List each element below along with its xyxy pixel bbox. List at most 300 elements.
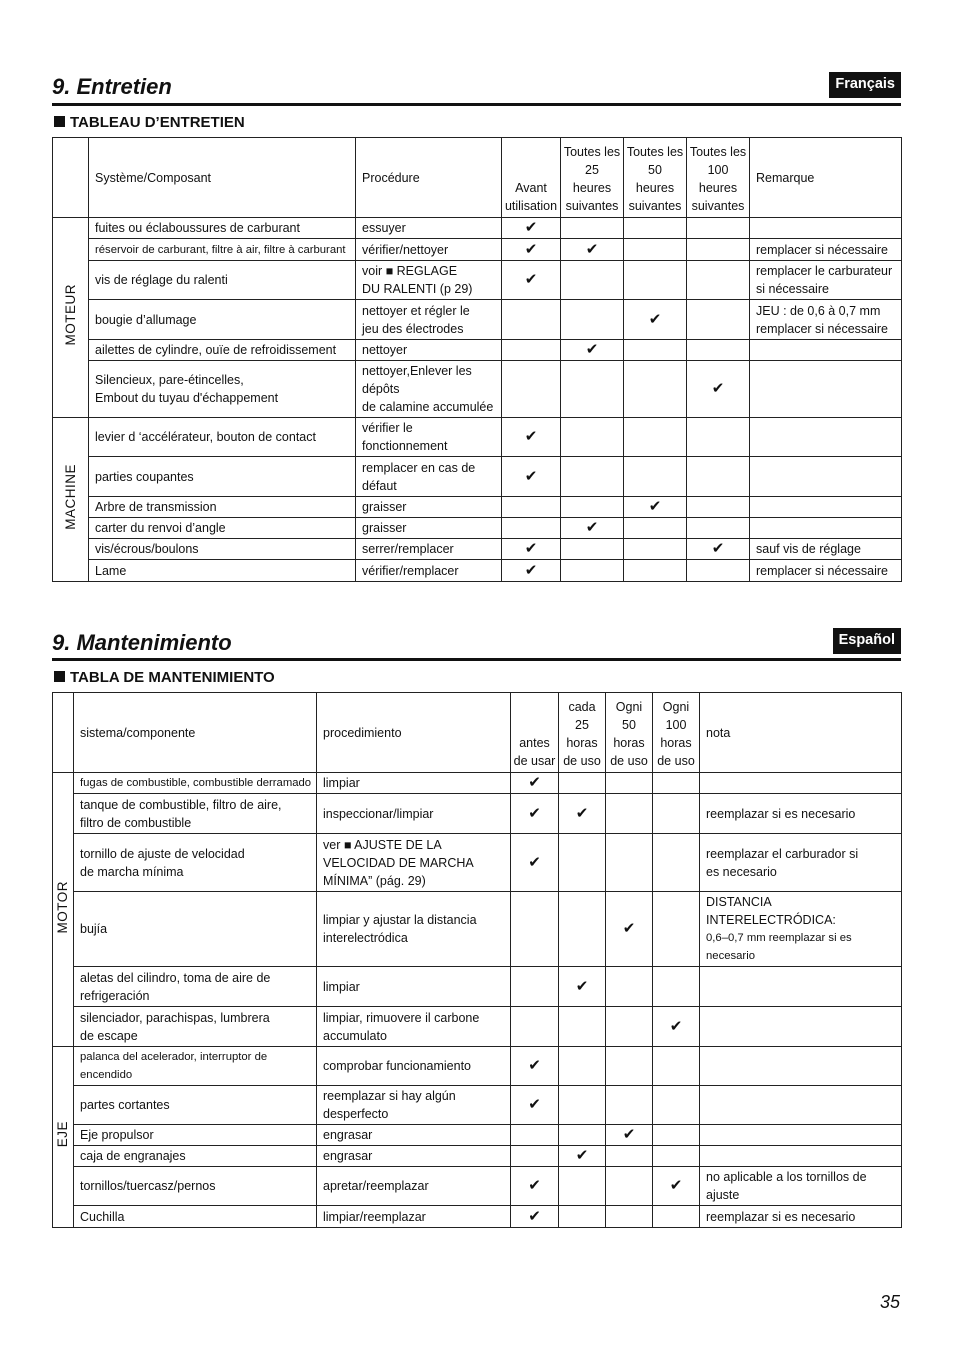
header-note: nota xyxy=(700,693,902,773)
component-cell xyxy=(89,261,356,300)
cell-text-line: Silencieux, pare-étincelles, xyxy=(95,373,244,387)
interval-cell xyxy=(559,1007,606,1047)
component-cell xyxy=(89,340,356,361)
component-cell xyxy=(74,1146,317,1167)
interval-cell xyxy=(561,300,624,340)
table-row xyxy=(53,1206,902,1228)
cell-text-line: remplacer le carburateur xyxy=(756,264,893,278)
procedure-cell xyxy=(317,1167,511,1206)
interval-cell xyxy=(653,794,700,834)
cell-text-line: DU RALENTI (p 29) xyxy=(362,282,473,296)
interval-cell xyxy=(559,967,606,1007)
cell-text-line: es necesario xyxy=(706,864,777,879)
check-mark-icon: ✔ xyxy=(524,271,538,288)
cell-text-line: nettoyer et régler le xyxy=(362,303,470,318)
header-note: Remarque xyxy=(750,138,902,218)
cell-text-line: tanque de combustible, filtro de aire, xyxy=(80,797,282,812)
procedure-cell xyxy=(356,340,502,361)
interval-cell xyxy=(559,1167,606,1206)
interval-cell xyxy=(561,497,624,518)
cell-text-line: levier d ‘accélérateur, bouton de contact xyxy=(95,430,316,444)
component-cell xyxy=(74,1086,317,1125)
table-row xyxy=(53,418,902,457)
interval-cell xyxy=(511,1047,559,1086)
cell-text-line: palanca del acelerador, interruptor de encendido xyxy=(80,1051,268,1081)
interval-cell xyxy=(653,773,700,794)
cell-text-line: réservoir de carburant, filtre à air, filtre à carburant xyxy=(95,243,346,256)
cell-text-line: de marcha mínima xyxy=(80,864,184,879)
check-mark-icon: ✔ xyxy=(528,853,541,871)
table-row xyxy=(53,834,902,892)
table-row xyxy=(53,300,902,340)
component-cell xyxy=(74,892,317,967)
procedure-cell xyxy=(356,457,502,497)
table-row xyxy=(53,1086,902,1125)
check-mark-icon: ✔ xyxy=(528,1096,541,1113)
note-cell xyxy=(750,218,902,239)
language-badge: Français xyxy=(829,72,901,98)
procedure-cell xyxy=(317,1125,511,1146)
cell-text-line: Avant xyxy=(515,181,547,195)
cell-text-line: Cuchilla xyxy=(80,1209,125,1224)
check-mark-icon: ✔ xyxy=(711,540,725,557)
cell-text-line: heures xyxy=(572,181,612,195)
interval-cell xyxy=(606,834,653,892)
check-mark-icon: ✔ xyxy=(524,467,538,485)
note-cell xyxy=(750,361,902,418)
procedure-cell xyxy=(317,1007,511,1047)
component-cell xyxy=(89,218,356,239)
check-mark-icon: ✔ xyxy=(528,804,541,822)
check-mark-icon: ✔ xyxy=(711,380,725,397)
interval-cell xyxy=(502,497,561,518)
cell-text-line: comprobar funcionamiento xyxy=(323,1059,471,1073)
interval-cell xyxy=(511,794,559,834)
interval-cell xyxy=(511,1086,559,1125)
cell-text-line: de calamine accumulée xyxy=(362,400,494,414)
cell-text-line: 50 xyxy=(622,718,636,732)
check-mark-icon: ✔ xyxy=(669,1017,683,1035)
interval-cell xyxy=(502,218,561,239)
interval-cell xyxy=(687,560,750,582)
square-bullet-icon xyxy=(54,671,65,682)
cell-text-line: accumulato xyxy=(323,1028,387,1043)
interval-cell xyxy=(687,218,750,239)
interval-cell xyxy=(559,892,606,967)
interval-cell xyxy=(687,239,750,261)
procedure-cell xyxy=(356,418,502,457)
cell-text-line: interelectródica xyxy=(323,931,408,945)
interval-cell xyxy=(559,1146,606,1167)
note-cell xyxy=(700,1167,902,1206)
check-mark-icon: ✔ xyxy=(669,1177,683,1194)
procedure-cell xyxy=(317,794,511,834)
check-mark-icon: ✔ xyxy=(648,310,662,328)
component-cell xyxy=(74,1125,317,1146)
interval-cell xyxy=(624,560,687,582)
table-row xyxy=(53,773,902,794)
table-subtitle-text: TABLEAU D’ENTRETIEN xyxy=(70,114,245,131)
interval-cell xyxy=(502,340,561,361)
note-cell xyxy=(700,794,902,834)
interval-cell xyxy=(624,457,687,497)
cell-text-line: Toutes les xyxy=(689,145,747,159)
interval-cell xyxy=(502,361,561,418)
interval-cell xyxy=(502,300,561,340)
interval-cell xyxy=(502,457,561,497)
component-cell xyxy=(89,539,356,560)
cell-text-line: 0,6–0,7 mm reemplazar si es necesario xyxy=(706,932,852,962)
table-row xyxy=(53,1047,902,1086)
interval-cell xyxy=(687,539,750,560)
interval-cell xyxy=(687,340,750,361)
interval-cell xyxy=(624,239,687,261)
header-h25 xyxy=(561,138,624,218)
table-row xyxy=(53,1007,902,1047)
procedure-cell xyxy=(317,967,511,1007)
cell-text-line: suivantes xyxy=(691,199,745,213)
note-cell xyxy=(750,457,902,497)
table-row xyxy=(53,457,902,497)
check-mark-icon: ✔ xyxy=(585,341,599,358)
group-label-motor xyxy=(53,773,74,1047)
interval-cell xyxy=(653,892,700,967)
interval-cell xyxy=(624,418,687,457)
interval-cell xyxy=(687,518,750,539)
table-row xyxy=(53,892,902,967)
cell-text-line: Ogni xyxy=(662,700,690,714)
table-row xyxy=(53,340,902,361)
interval-cell xyxy=(624,218,687,239)
procedure-cell xyxy=(317,773,511,794)
cell-text-line: serrer/remplacer xyxy=(362,542,454,556)
cell-text-line: 100 xyxy=(707,163,729,177)
cell-text-line: heures xyxy=(635,181,675,195)
component-cell xyxy=(89,361,356,418)
interval-cell xyxy=(511,1167,559,1206)
procedure-cell xyxy=(356,361,502,418)
check-mark-icon: ✔ xyxy=(575,804,589,822)
interval-cell xyxy=(624,300,687,340)
cell-text-line: apretar/reemplazar xyxy=(323,1179,429,1193)
interval-cell xyxy=(687,261,750,300)
check-mark-icon: ✔ xyxy=(524,428,538,445)
component-cell xyxy=(89,497,356,518)
cell-text-line: Lame xyxy=(95,563,127,578)
maintenance-table xyxy=(52,692,902,1228)
note-cell xyxy=(700,773,902,794)
table-row xyxy=(53,1125,902,1146)
cell-text-line: bougie d’allumage xyxy=(95,312,197,327)
section-spanish xyxy=(52,625,901,1225)
check-mark-icon: ✔ xyxy=(575,977,589,995)
language-badge: Español xyxy=(833,628,901,654)
interval-cell xyxy=(502,418,561,457)
cell-text-line: de usar xyxy=(513,754,556,768)
cell-text-line: horas xyxy=(660,736,692,750)
interval-cell xyxy=(561,218,624,239)
cell-text-line: silenciador, parachispas, lumbrera xyxy=(80,1010,270,1025)
cell-text-line: limpiar y ajustar la distancia xyxy=(323,913,477,927)
cell-text-line: VELOCIDAD DE MARCHA xyxy=(323,855,474,870)
interval-cell xyxy=(502,560,561,582)
interval-cell xyxy=(561,518,624,539)
procedure-cell xyxy=(317,1086,511,1125)
component-cell xyxy=(89,300,356,340)
interval-cell xyxy=(606,1047,653,1086)
interval-cell xyxy=(606,1125,653,1146)
note-cell xyxy=(750,539,902,560)
interval-cell xyxy=(561,340,624,361)
table-row xyxy=(53,1167,902,1206)
cell-text-line: Toutes les xyxy=(626,145,684,159)
check-mark-icon: ✔ xyxy=(575,1147,589,1164)
header-h100 xyxy=(653,693,700,773)
note-cell xyxy=(700,1125,902,1146)
interval-cell xyxy=(606,1167,653,1206)
interval-cell xyxy=(511,834,559,892)
cell-text-line: ailettes de cylindre, ouïe de refroidissement xyxy=(95,343,337,357)
interval-cell xyxy=(561,539,624,560)
interval-cell xyxy=(624,518,687,539)
header-group-cell xyxy=(53,138,89,218)
cell-text-line: engrasar xyxy=(323,1149,373,1163)
component-cell xyxy=(74,1047,317,1086)
cell-text-line: fugas de combustible, combustible derramado xyxy=(80,777,312,789)
note-cell xyxy=(700,1146,902,1167)
interval-cell xyxy=(559,834,606,892)
page-number: 35 xyxy=(879,1292,900,1312)
cell-text-line: remplacer si nécessaire xyxy=(756,242,888,257)
cell-text-line: limpiar, rimuovere il carbone xyxy=(323,1010,480,1025)
table-row xyxy=(53,497,902,518)
cell-text-line: refrigeración xyxy=(80,988,150,1003)
procedure-cell xyxy=(356,261,502,300)
maintenance-table xyxy=(52,137,902,582)
component-cell xyxy=(74,834,317,892)
title-rule xyxy=(52,103,901,106)
table-row xyxy=(53,218,902,239)
note-cell xyxy=(750,518,902,539)
table-row xyxy=(53,239,902,261)
interval-cell xyxy=(653,1086,700,1125)
table-row xyxy=(53,560,902,582)
interval-cell xyxy=(653,1146,700,1167)
component-cell xyxy=(74,1206,317,1228)
cell-text-line: DISTANCIA INTERELECTRÓDICA: xyxy=(706,895,836,927)
interval-cell xyxy=(502,261,561,300)
cell-text-line: suivantes xyxy=(628,199,682,213)
check-mark-icon: ✔ xyxy=(528,1177,541,1194)
header-group-cell xyxy=(53,693,74,773)
component-cell xyxy=(89,457,356,497)
interval-cell xyxy=(559,1047,606,1086)
note-cell xyxy=(700,1086,902,1125)
table-row xyxy=(53,539,902,560)
procedure-cell xyxy=(356,518,502,539)
cell-text-line: 50 xyxy=(648,163,662,177)
note-cell xyxy=(750,560,902,582)
interval-cell xyxy=(559,773,606,794)
interval-cell xyxy=(653,1206,700,1228)
cell-text-line: graisser xyxy=(362,521,407,535)
interval-cell xyxy=(624,497,687,518)
cell-text-line: vis de réglage du ralenti xyxy=(95,273,228,287)
procedure-cell xyxy=(317,1206,511,1228)
cell-text-line: horas xyxy=(566,736,598,750)
cell-text-line: tornillo de ajuste de velocidad xyxy=(80,846,245,861)
cell-text-line: Arbre de transmission xyxy=(95,500,217,514)
component-cell xyxy=(89,560,356,582)
interval-cell xyxy=(511,1146,559,1167)
interval-cell xyxy=(559,794,606,834)
cell-text-line: vis/écrous/boulons xyxy=(95,542,199,556)
cell-text-line: nettoyer,Enlever les dépôts xyxy=(362,364,472,396)
square-bullet-icon xyxy=(54,116,65,127)
component-cell xyxy=(74,794,317,834)
section-french xyxy=(52,70,901,579)
note-cell xyxy=(700,1007,902,1047)
check-mark-icon: ✔ xyxy=(524,240,538,258)
cell-text-line: reemplazar si es necesario xyxy=(706,1209,856,1224)
title-rule xyxy=(52,658,901,661)
interval-cell xyxy=(511,773,559,794)
component-cell xyxy=(74,1167,317,1206)
cell-text-line: jeu des électrodes xyxy=(362,321,464,336)
cell-text-line: limpiar/reemplazar xyxy=(323,1209,426,1224)
group-label-eje-text: EJE xyxy=(55,1121,70,1148)
cell-text-line: cada xyxy=(568,700,596,714)
cell-text-line: suivantes xyxy=(565,199,619,213)
cell-text-line: MÍNIMA” (pág. 29) xyxy=(323,873,426,888)
interval-cell xyxy=(624,539,687,560)
section-title: 9. Mantenimiento xyxy=(52,630,232,655)
cell-text-line: carter du renvoi d’angle xyxy=(95,521,226,535)
table-subtitle xyxy=(54,114,245,131)
procedure-cell xyxy=(317,892,511,967)
note-cell xyxy=(700,1206,902,1228)
interval-cell xyxy=(687,361,750,418)
interval-cell xyxy=(606,794,653,834)
interval-cell xyxy=(653,967,700,1007)
group-label-engine xyxy=(53,218,89,418)
header-before xyxy=(511,693,559,773)
cell-text-line: vérifier/remplacer xyxy=(362,563,459,578)
check-mark-icon: ✔ xyxy=(524,561,538,579)
interval-cell xyxy=(606,1007,653,1047)
cell-text-line: vérifier le fonctionnement xyxy=(362,421,448,453)
interval-cell xyxy=(561,560,624,582)
header-procedure: procedimiento xyxy=(317,693,511,773)
cell-text-line: nettoyer xyxy=(362,343,408,357)
interval-cell xyxy=(624,361,687,418)
interval-cell xyxy=(561,418,624,457)
component-cell xyxy=(89,239,356,261)
cell-text-line: horas xyxy=(613,736,645,750)
interval-cell xyxy=(687,418,750,457)
procedure-cell xyxy=(356,239,502,261)
interval-cell xyxy=(502,518,561,539)
note-cell xyxy=(700,892,902,967)
procedure-cell xyxy=(317,1047,511,1086)
cell-text-line: de uso xyxy=(610,754,648,768)
procedure-cell xyxy=(317,834,511,892)
section-title: 9. Entretien xyxy=(52,74,172,99)
cell-text-line: de uso xyxy=(657,754,695,768)
interval-cell xyxy=(511,1007,559,1047)
check-mark-icon: ✔ xyxy=(622,920,636,937)
interval-cell xyxy=(559,1206,606,1228)
interval-cell xyxy=(606,1146,653,1167)
header-row xyxy=(53,693,902,773)
cell-text-line: limpiar xyxy=(323,776,360,790)
interval-cell xyxy=(561,261,624,300)
cell-text-line: parties coupantes xyxy=(95,469,194,484)
procedure-cell xyxy=(356,218,502,239)
header-row xyxy=(53,138,902,218)
check-mark-icon: ✔ xyxy=(622,1126,636,1143)
interval-cell xyxy=(511,1206,559,1228)
cell-text-line: graisser xyxy=(362,500,407,514)
interval-cell xyxy=(653,1047,700,1086)
check-mark-icon: ✔ xyxy=(648,498,662,515)
interval-cell xyxy=(653,1007,700,1047)
procedure-cell xyxy=(317,1146,511,1167)
check-mark-icon: ✔ xyxy=(524,219,538,236)
interval-cell xyxy=(502,239,561,261)
interval-cell xyxy=(559,1086,606,1125)
cell-text-line: no aplicable a los tornillos de ajuste xyxy=(706,1170,867,1202)
interval-cell xyxy=(559,1125,606,1146)
cell-text-line: remplacer si nécessaire xyxy=(756,563,888,578)
cell-text-line: aletas del cilindro, toma de aire de xyxy=(80,970,271,985)
component-cell xyxy=(89,418,356,457)
cell-text-line: filtro de combustible xyxy=(80,815,192,830)
note-cell xyxy=(750,340,902,361)
cell-text-line: partes cortantes xyxy=(80,1098,170,1112)
cell-text-line: de uso xyxy=(563,754,601,768)
interval-cell xyxy=(561,457,624,497)
note-cell xyxy=(750,261,902,300)
cell-text-line: 25 xyxy=(575,718,589,732)
cell-text-line: essuyer xyxy=(362,221,406,235)
cell-text-line: Eje propulsor xyxy=(80,1128,154,1142)
table-row xyxy=(53,1146,902,1167)
procedure-cell xyxy=(356,539,502,560)
interval-cell xyxy=(653,834,700,892)
cell-text-line: bujía xyxy=(80,922,108,936)
check-mark-icon: ✔ xyxy=(528,774,541,791)
cell-text-line: sauf vis de réglage xyxy=(756,542,861,556)
table-row xyxy=(53,794,902,834)
check-mark-icon: ✔ xyxy=(528,1207,541,1225)
note-cell xyxy=(750,239,902,261)
cell-text-line: caja de engranajes xyxy=(80,1149,186,1163)
cell-text-line: antes xyxy=(519,736,550,750)
cell-text-line: heures xyxy=(698,181,738,195)
table-row xyxy=(53,361,902,418)
cell-text-line: Toutes les xyxy=(563,145,621,159)
cell-text-line: fuites ou éclaboussures de carburant xyxy=(95,221,300,235)
header-h25 xyxy=(559,693,606,773)
header-system: sistema/componente xyxy=(74,693,317,773)
interval-cell xyxy=(561,239,624,261)
cell-text-line: 100 xyxy=(665,718,687,732)
cell-text-line: desperfecto xyxy=(323,1107,389,1121)
interval-cell xyxy=(511,1125,559,1146)
interval-cell xyxy=(653,1125,700,1146)
table-row xyxy=(53,518,902,539)
